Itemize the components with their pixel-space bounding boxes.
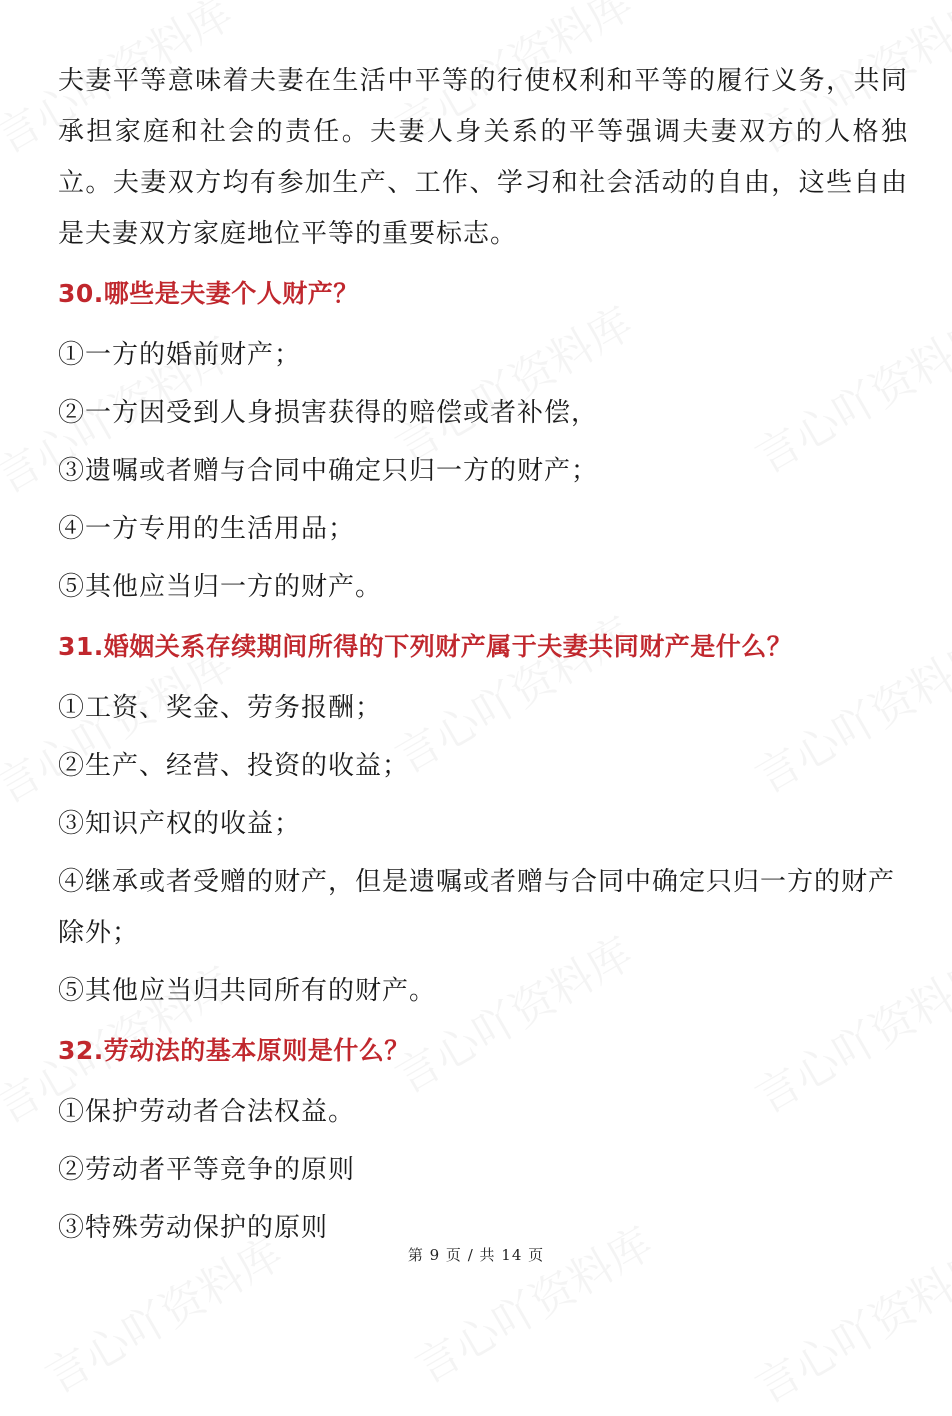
- document-body: [58, 56, 908, 1261]
- list-item: ②生产、经营、投资的收益；: [58, 751, 410, 781]
- list-item: ①工资、奖金、劳务报酬；: [58, 693, 383, 723]
- list-item: ①一方的婚前财产；: [58, 340, 302, 370]
- list-item: ④继承或者受赠的财产，但是遗嘱或者赠与合同中确定只归一方的财产除外；: [58, 867, 896, 948]
- list-item: ⑤其他应当归共同所有的财产。: [58, 976, 437, 1006]
- list-item: ③特殊劳动保护的原则: [58, 1213, 329, 1243]
- list-item: ⑤其他应当归一方的财产。: [58, 572, 383, 602]
- list-item: ②一方因受到人身损害获得的赔偿或者补偿，: [58, 398, 599, 428]
- list-item: ③遗嘱或者赠与合同中确定只归一方的财产；: [58, 456, 599, 486]
- list-item: ④一方专用的生活用品；: [58, 514, 356, 544]
- page-footer: 第 9 页 / 共 14 页: [407, 1246, 545, 1264]
- section-heading-30: 30.哪些是夫妻个人财产？: [58, 279, 359, 308]
- section-heading-32: 32.劳动法的基本原则是什么？: [58, 1036, 410, 1065]
- intro-paragraph: 夫妻平等意味着夫妻在生活中平等的行使权利和平等的履行义务，共同承担家庭和社会的责任。夫妻人身关系的平等强调夫妻双方的人格独立。夫妻双方均有参加生产、工作、学习和社会活动的自由，这些自由是夫妻双方家庭地位平等的重要标志。: [58, 66, 908, 249]
- list-item: ②劳动者平等竞争的原则: [58, 1155, 356, 1185]
- section-heading-31: 31.婚姻关系存续期间所得的下列财产属于夫妻共同财产是什么？: [58, 632, 793, 661]
- list-item: ①保护劳动者合法权益。: [58, 1097, 356, 1127]
- list-item: ③知识产权的收益；: [58, 809, 302, 839]
